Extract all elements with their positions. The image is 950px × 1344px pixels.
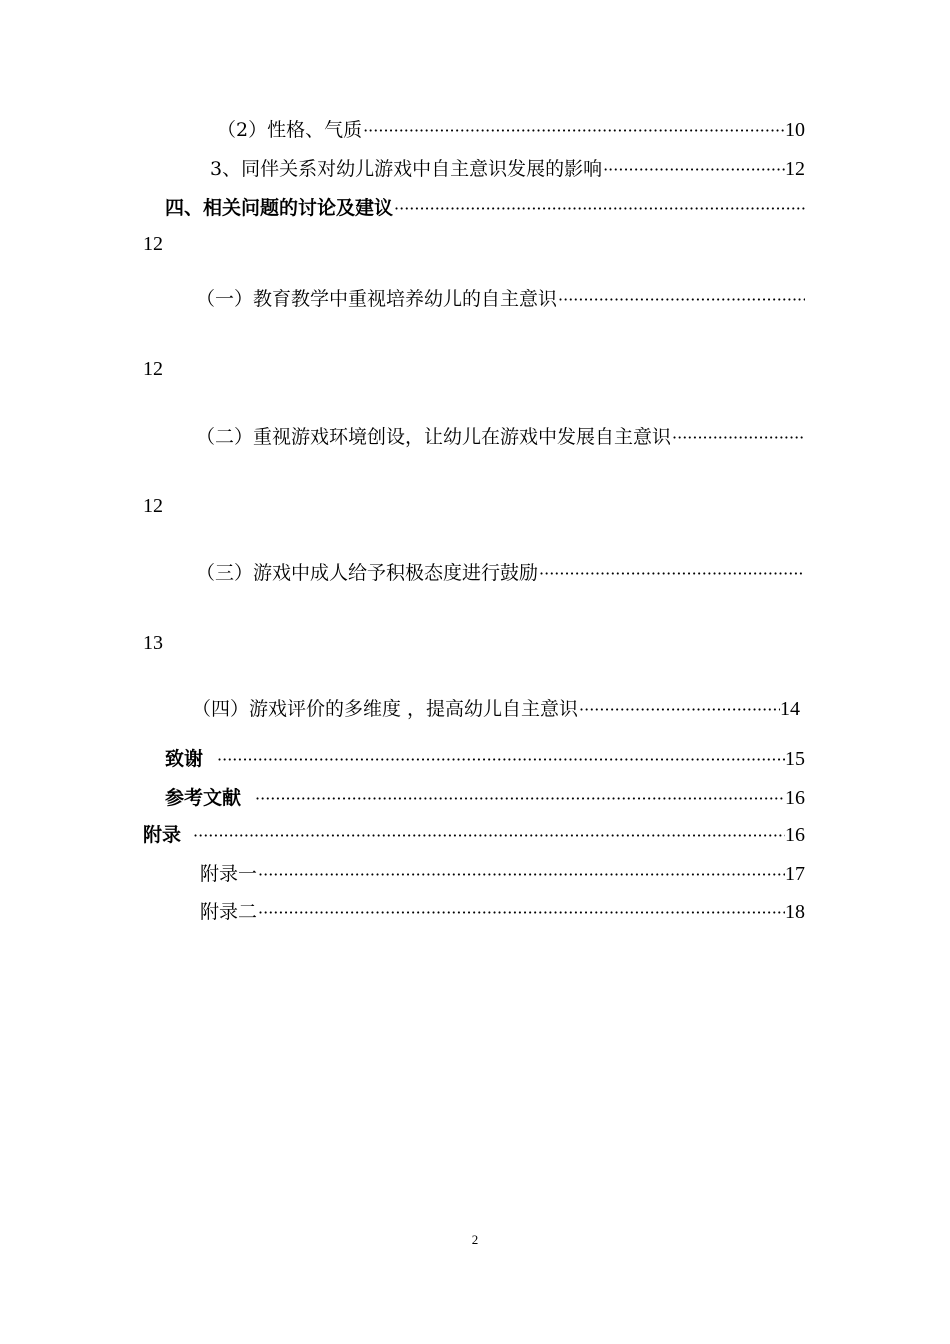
toc-entry[interactable] <box>165 741 805 771</box>
toc-entry-page: 12 <box>143 358 163 380</box>
toc-entry-title: 致谢 <box>165 748 204 770</box>
toc-entry[interactable] <box>210 151 805 181</box>
toc-entry[interactable] <box>165 780 805 810</box>
toc-entry[interactable] <box>217 112 805 142</box>
toc-leader-dots <box>241 788 785 810</box>
toc-entry[interactable] <box>200 856 805 886</box>
toc-entry[interactable] <box>200 894 805 924</box>
toc-entry[interactable] <box>196 419 805 449</box>
toc-leader-dots <box>203 749 785 771</box>
toc-entry-title: 参考文献 <box>165 787 242 809</box>
toc-entry-page: 17 <box>785 863 805 885</box>
toc-entry-page: 10 <box>785 119 805 141</box>
footer-page-number: 2 <box>471 1232 479 1247</box>
toc-entry-page: 12 <box>785 158 805 180</box>
toc-entry-page: 14 <box>780 698 800 720</box>
toc-entry-page: 15 <box>785 748 805 770</box>
toc-leader-dots <box>578 699 780 721</box>
toc-entry[interactable] <box>192 691 800 721</box>
toc-leader-dots <box>362 120 785 142</box>
toc-entry-page: 16 <box>785 824 805 846</box>
toc-entry-title: 附录二 <box>200 901 258 923</box>
toc-entry-title: 附录一 <box>200 863 258 885</box>
toc-entry-page: 13 <box>143 632 163 654</box>
toc-leader-dots <box>538 563 805 585</box>
toc-entry-title: 附录 <box>143 824 182 846</box>
toc-entry-title: 3、同伴关系对幼儿游戏中自主意识发展的影响 <box>210 158 603 180</box>
toc-leader-dots <box>181 825 785 847</box>
toc-leader-dots <box>602 159 785 181</box>
toc-entry-title: （三）游戏中成人给予积极态度进行鼓励 <box>196 562 539 584</box>
toc-leader-dots <box>257 902 785 924</box>
toc-entry-page: 16 <box>785 787 805 809</box>
toc-leader-dots <box>393 198 805 220</box>
toc-entry-title: （2）性格、气质 <box>217 119 363 141</box>
toc-entry[interactable] <box>143 817 805 847</box>
toc-entry[interactable] <box>165 190 805 220</box>
toc-entry-title: 四、相关问题的讨论及建议 <box>165 197 394 219</box>
toc-leader-dots <box>557 289 805 311</box>
toc-entry-title: （一）教育教学中重视培养幼儿的自主意识 <box>196 288 558 310</box>
toc-entry-page: 12 <box>143 233 163 255</box>
toc-entry[interactable] <box>196 555 805 585</box>
toc-entry[interactable] <box>196 281 805 311</box>
toc-entry-page: 12 <box>143 495 163 517</box>
toc-leader-dots <box>257 864 785 886</box>
toc-entry-title: （四）游戏评价的多维度 ，提高幼儿自主意识 <box>192 698 579 720</box>
toc-entry-title: （二）重视游戏环境创设，让幼儿在游戏中发展自主意识 <box>196 426 672 448</box>
toc-leader-dots <box>671 427 805 449</box>
toc-entry-page: 18 <box>785 901 805 923</box>
